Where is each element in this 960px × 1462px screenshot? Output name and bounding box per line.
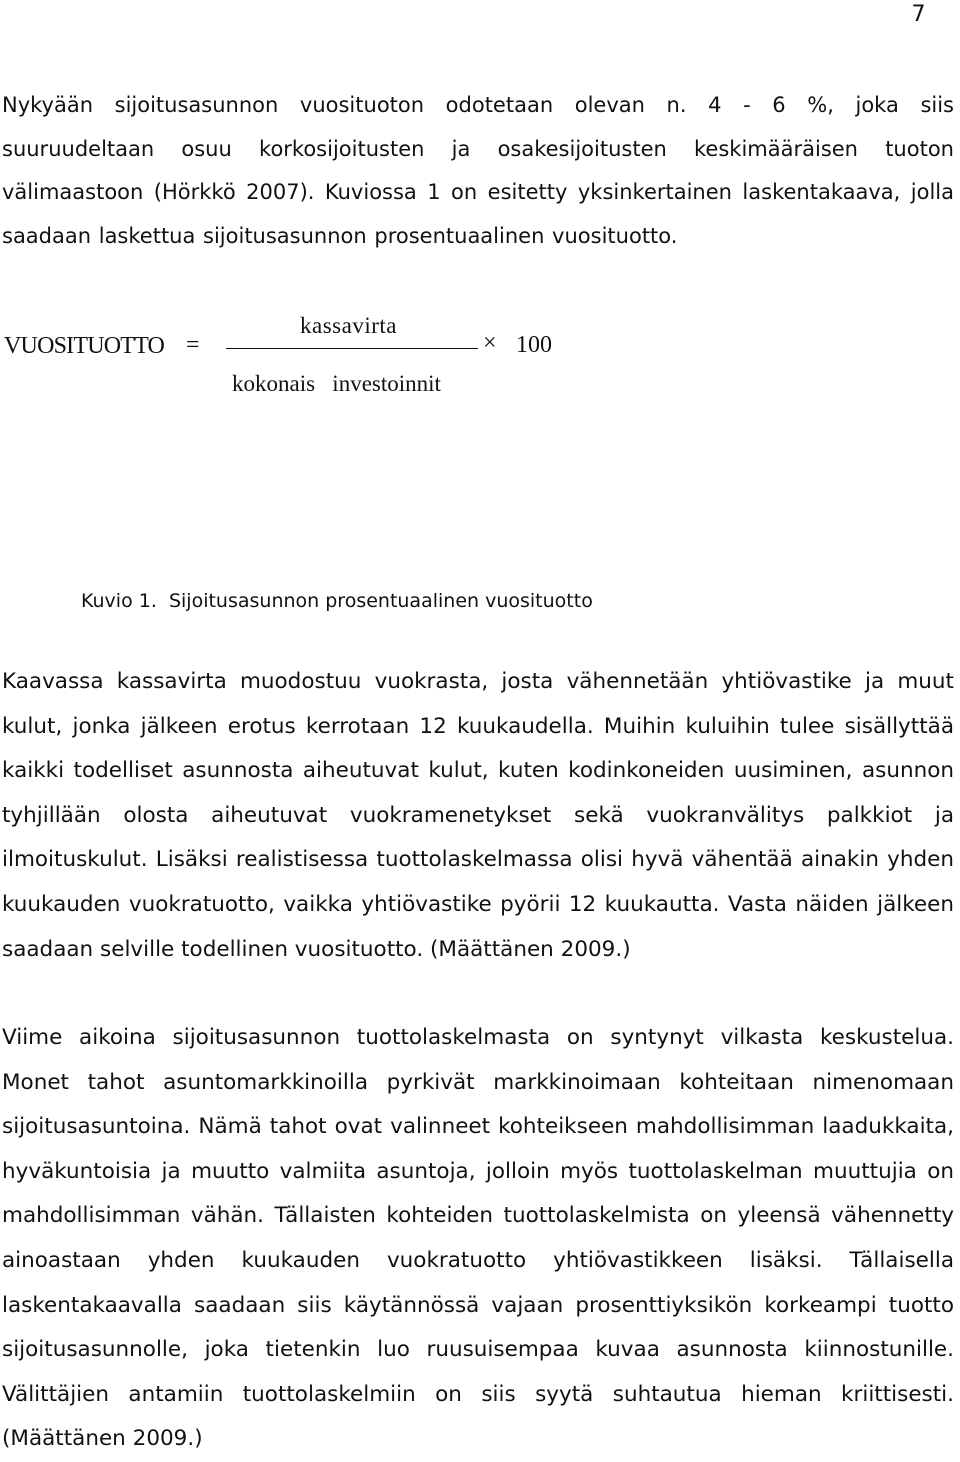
formula-multiplier: 100	[516, 332, 552, 358]
formula-numerator: kassavirta	[300, 313, 397, 338]
formula-denominator: kokonais investoinnit	[232, 371, 441, 396]
page-number: 7	[911, 2, 926, 27]
formula-equals-sign: =	[186, 332, 200, 358]
formula-lhs: VUOSITUOTTO	[4, 333, 165, 359]
paragraph-cash-flow: Kaavassa kassavirta muodostuu vuokrasta, josta vähennetään yhtiövastike ja muut kulut, jonka jälkeen erotus kerrotaan 12 kuukaudella. Muihin kuluihin tulee sisällyttää kaikki todelliset asunnosta aiheutuvat kulut, kuten kodinkoneiden uusiminen, asunnon tyhjillään olosta aiheutuvat vuokramenetykset sekä vuokranvälitys palkkiot ja ilmoituskulut. Lisäksi realistisessa tuottolaskelmassa olisi hyvä vähentää ainakin yhden kuukauden vuokratuotto, vaikka yhtiövastike pyörii 12 kuukautta. Vasta näiden jälkeen saadaan selville todellinen vuosituotto. (Määttänen 2009.)	[2, 669, 954, 962]
paragraph-discussion: Viime aikoina sijoitusasunnon tuottolaskelmasta on syntynyt vilkasta keskustelua. Monet tahot asuntomarkkinoilla pyrkivät markkinoimaan kohteitaan nimenomaan sijoitusasuntoina. Nämä tahot ovat valinneet kohteikseen mahdollisimman laadukkaita, hyväkuntoisia ja muutto valmiita asuntoja, jolloin myös tuottolaskelman muuttujia on mahdollisimman vähän. Tällaisten kohteiden tuottolaskelmista on yleensä vähennetty ainoastaan yhden kuukauden vuokratuotto yhtiövastikkeen lisäksi. Tällaisella laskentakaavalla saadaan siis käytännössä vajaan prosenttiyksikön korkeampi tuotto sijoitusasunnolle, joka tietenkin luo ruusuisempaa kuvaa asunnosta kiinnostunille. Välittäjien antamiin tuottolaskelmiin on siis syytä suhtautua hieman kriittisesti. (Määttänen 2009.)	[2, 1025, 954, 1452]
yield-formula	[0, 300, 960, 420]
figure-caption: Kuvio 1. Sijoitusasunnon prosentuaalinen vuosituotto	[81, 590, 593, 612]
paragraph-intro: Nykyään sijoitusasunnon vuosituoton odotetaan olevan n. 4 - 6 %, joka siis suuruudeltaan osuu korkosijoitusten ja osakesijoitusten keskimääräisen tuoton välimaastoon (Hörkkö 2007). Kuviossa 1 on esitetty yksinkertainen laskentakaava, jolla saadaan laskettua sijoitusasunnon prosentuaalinen vuosituotto.	[2, 93, 954, 248]
formula-fraction-bar	[226, 348, 478, 349]
formula-times-sign: ×	[483, 330, 497, 356]
